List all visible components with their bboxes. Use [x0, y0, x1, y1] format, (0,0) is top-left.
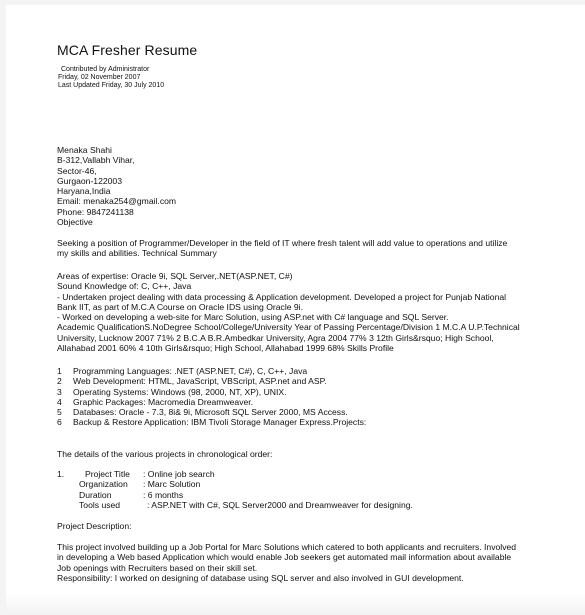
list-item-text: Programming Languages: .NET (ASP.NET, C#), C, C++, Java	[73, 366, 308, 376]
description-line: in developing a Web based Application which would enable Job seekers get automated mail information about available	[57, 552, 512, 563]
expertise-line: - Undertaken project dealing with data processing & Application development. Developed a project for Punjab National	[57, 291, 507, 302]
list-item	[57, 366, 557, 376]
projects-heading	[57, 449, 557, 459]
description-line: Responsibility: I worked on designing of database using SQL server and also involved in GUI development.	[57, 572, 464, 583]
contact-email: Email: menaka254@gmail.com	[57, 196, 177, 207]
contact-address-line: B-312,Vallabh Vihar,	[57, 155, 135, 166]
page-bottom-shadow	[6, 593, 585, 615]
project-value: : Marc Solution	[143, 479, 201, 490]
list-item	[57, 376, 557, 386]
qualification-line: Allahabad 2001 60% 4 10th Girls&rsquo; High School, Allahabad 1999 68% Skills Profile	[57, 343, 394, 354]
meta-contributor: Contributed by Administrator	[61, 66, 150, 73]
list-item	[57, 387, 557, 397]
description-line: This project involved building up a Job Portal for Marc Solutions which catered to both applicants and recruiters. Involved	[57, 542, 517, 552]
meta-updated: Last Updated Friday, 30 July 2010	[58, 82, 165, 89]
project-label: Tools used	[79, 499, 121, 510]
project-value: : ASP.NET with C#, SQL Server2000 and Dreamweaver for designing.	[147, 499, 413, 510]
list-item-text: Graphic Packages: Macromedia Dreamweaver.	[73, 396, 254, 407]
list-item-number: 6	[57, 417, 62, 428]
list-item-text: Databases: Oracle - 7.3, 8i& 9i, Microsoft SQL Server 2000, MS Access.	[73, 407, 348, 418]
project-row	[57, 490, 557, 500]
objective-line: Seeking a position of Programmer/Developer in the field of IT where fresh talent will add value to operations and utilize	[57, 238, 508, 248]
project-details	[57, 469, 557, 510]
document-meta	[58, 66, 164, 90]
project-label: Organization	[79, 479, 128, 490]
project-value: : 6 months	[143, 489, 184, 500]
contact-phone: Phone: 9847241138	[57, 206, 134, 217]
qualification-line: University, Lucknow 2007 71% 2 B.C.A B.R.Ambedkar University, Agra 2004 77% 3 12th Girls&rsquo; High School,	[57, 332, 494, 343]
list-item-text: Backup & Restore Application: IBM Tivoli Storage Manager Express.Projects:	[73, 417, 367, 428]
project-row	[57, 479, 557, 489]
project-row	[57, 469, 557, 479]
list-item-text: Web Development: HTML, JavaScript, VBScript, ASP.net and ASP.	[73, 376, 327, 387]
meta-created: Friday, 02 November 2007	[58, 74, 141, 81]
list-item-number: 3	[57, 386, 62, 397]
document-title: MCA Fresher Resume	[57, 42, 198, 58]
description-heading	[57, 521, 557, 531]
list-item-number: 1	[57, 366, 62, 376]
expertise-line: - Worked on developing a web-site for Marc Solution, using ASP.net with C# language and SQL Server.	[57, 312, 449, 323]
description-heading-text: Project Description:	[57, 521, 132, 531]
projects-heading-text: The details of the various projects in chronological order:	[57, 449, 273, 459]
resume-page	[6, 5, 585, 615]
project-description	[57, 542, 557, 583]
list-item-text: Operating Systems: Windows (98, 2000, NT, XP), UNIX.	[73, 386, 287, 397]
expertise-line: Areas of expertise: Oracle 9i, SQL Server,.NET(ASP.NET, C#)	[57, 271, 293, 281]
list-item	[57, 417, 557, 427]
project-label: Duration	[79, 489, 112, 500]
contact-address-line: Gurgaon-122003	[57, 175, 122, 186]
project-number: 1.	[57, 469, 65, 479]
expertise-line: Bank IIT, as part of M.C.A Course on Oracle IDS using Oracle 9i.	[57, 301, 303, 312]
objective-heading: Objective	[57, 217, 93, 228]
project-number	[57, 500, 73, 510]
contact-address-line: Haryana,India	[57, 186, 111, 197]
project-label: Project Title	[85, 469, 130, 479]
objective-text	[57, 238, 557, 259]
contact-address-line: Sector-46,	[57, 165, 97, 176]
project-number	[57, 490, 73, 500]
list-item-number: 4	[57, 396, 62, 407]
contact-block	[57, 145, 557, 227]
objective-line: my skills and abilities. Technical Summary	[57, 248, 217, 259]
expertise-block	[57, 271, 557, 353]
description-line: Job openings with Recruiters based on their skill set.	[57, 562, 258, 573]
project-value: : Online job search	[143, 469, 215, 479]
contact-name: Menaka Shahi	[57, 145, 112, 155]
skills-list	[57, 366, 557, 428]
project-number	[57, 479, 73, 489]
project-row	[57, 500, 557, 510]
list-item-number: 5	[57, 407, 62, 418]
list-item	[57, 397, 557, 407]
list-item	[57, 407, 557, 417]
qualification-line: Academic QualificationS.NoDegree School/College/University Year of Passing Percentage/Division 1 M.C.A U.P.Technical	[57, 322, 520, 333]
expertise-line: Sound Knowledge of: C, C++, Java	[57, 281, 192, 292]
list-item-number: 2	[57, 376, 62, 387]
